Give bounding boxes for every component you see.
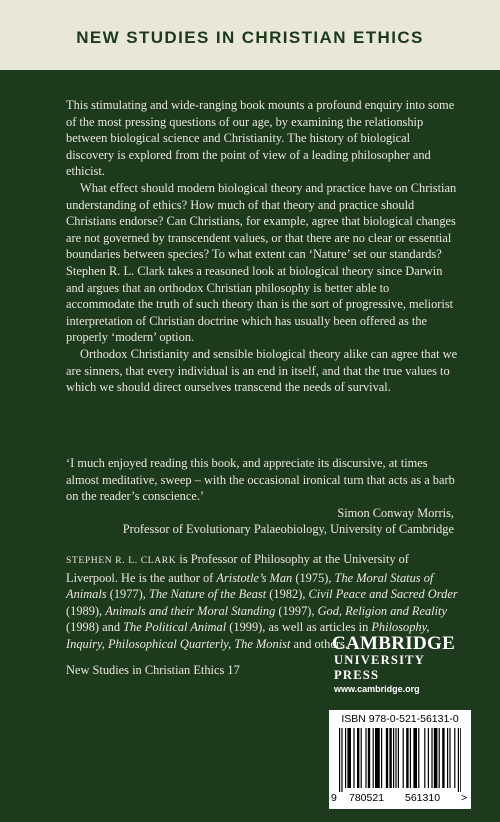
barcode-bar: [431, 728, 432, 788]
barcode-bar: [442, 728, 444, 788]
book-title: Animals and their Moral Standing: [105, 603, 276, 618]
barcode-bar: [345, 728, 346, 788]
blurb-paragraph: This stimulating and wide-ranging book mounts a profound enquiry into some of the most pressing questions of our age, by examining the relationship between biological science and Christianity. The history of biological discovery is explored from the point of view of a leading philosopher and ethicist.: [66, 98, 455, 179]
barcode-bar: [460, 728, 461, 792]
barcode-bar: [375, 728, 380, 788]
barcode-bar: [449, 728, 450, 788]
blurb: [66, 97, 458, 396]
barcode-bar: [428, 728, 429, 788]
series-note: New Studies in Christian Ethics 17: [66, 663, 240, 677]
bio-text: (1989),: [66, 603, 106, 618]
reviewer-name: Simon Conway Morris,: [337, 505, 454, 520]
series-title: NEW STUDIES IN CHRISTIAN ETHICS: [76, 28, 424, 47]
barcode-bar: [339, 728, 340, 792]
review-quote-text: ‘I much enjoyed reading this book, and appreciate its discursive, at times almost meditative, sweep – with the occasional ironical turn that acts as a barb on the reader’s conscience.’: [66, 456, 455, 504]
barcode: [329, 710, 471, 809]
header-band: [0, 0, 500, 70]
barcode-bar: [410, 728, 411, 788]
publisher-url: www.cambridge.org: [334, 684, 420, 694]
barcode-digit-suffix: >: [461, 792, 468, 804]
barcode-bar: [447, 728, 448, 788]
barcode-bar: [439, 728, 440, 788]
barcode-digit-prefix: 9: [331, 792, 337, 804]
barcode-bar: [418, 728, 419, 788]
barcode-bar: [341, 728, 342, 792]
barcode-bar: [381, 728, 382, 788]
bio-text: (1982),: [266, 587, 309, 602]
isbn-label: ISBN 978-0-521-56131-0: [341, 713, 459, 725]
bio-text: (1998) and: [66, 620, 124, 635]
barcode-digits: [329, 792, 471, 806]
barcode-bar: [353, 728, 354, 788]
barcode-bar: [393, 728, 394, 788]
barcode-digit-group: 561310: [405, 792, 441, 804]
journal-titles: Philosophy, Inquiry, Philosophical Quarterly, The Monist: [66, 620, 430, 651]
author-name: STEPHEN R. L. CLARK: [66, 555, 177, 566]
barcode-bar: [454, 728, 455, 788]
barcode-bar: [365, 728, 366, 788]
bio-text: (1975),: [292, 570, 335, 585]
barcode-bar: [424, 728, 425, 788]
bio-text: (1977),: [106, 587, 149, 602]
barcode-bar: [458, 728, 459, 792]
reviewer-role: Professor of Evolutionary Palaeobiology, University of Cambridge: [122, 522, 454, 537]
publisher-logo: [332, 634, 472, 695]
publisher-name: CAMBRIDGE: [332, 633, 456, 654]
barcode-bar: [395, 728, 396, 788]
barcode-bar: [361, 728, 362, 788]
publisher-press: UNIVERSITY PRESS: [334, 653, 425, 682]
barcode-bar: [413, 728, 417, 788]
barcode-bar: [357, 728, 359, 788]
barcode-bar: [398, 728, 399, 788]
barcode-bar: [347, 728, 351, 788]
barcode-bar: [406, 728, 408, 788]
book-title: The Nature of the Beast: [148, 587, 267, 602]
barcode-digit-group: 780521: [349, 792, 385, 804]
book-title: Aristotle’s Man: [216, 570, 293, 585]
barcode-bar: [403, 728, 404, 788]
bio-text: (1997),: [275, 603, 318, 618]
blurb-paragraph: Orthodox Christianity and sensible biological theory alike can agree that we are sinners, that every individual is an end in itself, and that the true values to which we should direct ourselves transcend the needs of survival.: [66, 346, 458, 395]
bio-text: and others.: [290, 636, 348, 651]
barcode-bar: [373, 728, 374, 788]
barcode-bar: [386, 728, 388, 788]
book-title: God, Religion and Reality: [317, 603, 447, 618]
bio-text: (1999), as well as articles in: [226, 620, 372, 635]
barcode-bar: [434, 728, 438, 788]
barcode-bar: [368, 728, 370, 788]
book-title: Civil Peace and Sacred Order: [308, 587, 458, 602]
book-title: The Political Animal: [123, 620, 227, 635]
bio-text: is Professor of Philosophy at the University of Liverpool. He is the author of: [66, 552, 409, 585]
blurb-paragraph: What effect should modern biological theory and practice have on Christian understanding of ethics? How much of that theory and practice should Christians endorse? Can Christians, for example, agree that biological changes are not governed by transcendent values, or that there are no clear or essential boundaries between species? To what extent can ‘Nature’ set our standards? Stephen R. L. Clark takes a reasoned look at biological theory since Darwin and argues that an orthodox Christian philosophy is better able to accommodate the truth of such theory than is the sort of progressive, meliorist interpretation of Christian doctrine which has usually been offered as the properly ‘modern’ option.: [66, 180, 457, 345]
barcode-bar: [389, 728, 391, 788]
barcode-bars: [339, 728, 461, 792]
review-quote: [66, 455, 458, 538]
book-title: The Moral Status of Animals: [66, 570, 434, 602]
